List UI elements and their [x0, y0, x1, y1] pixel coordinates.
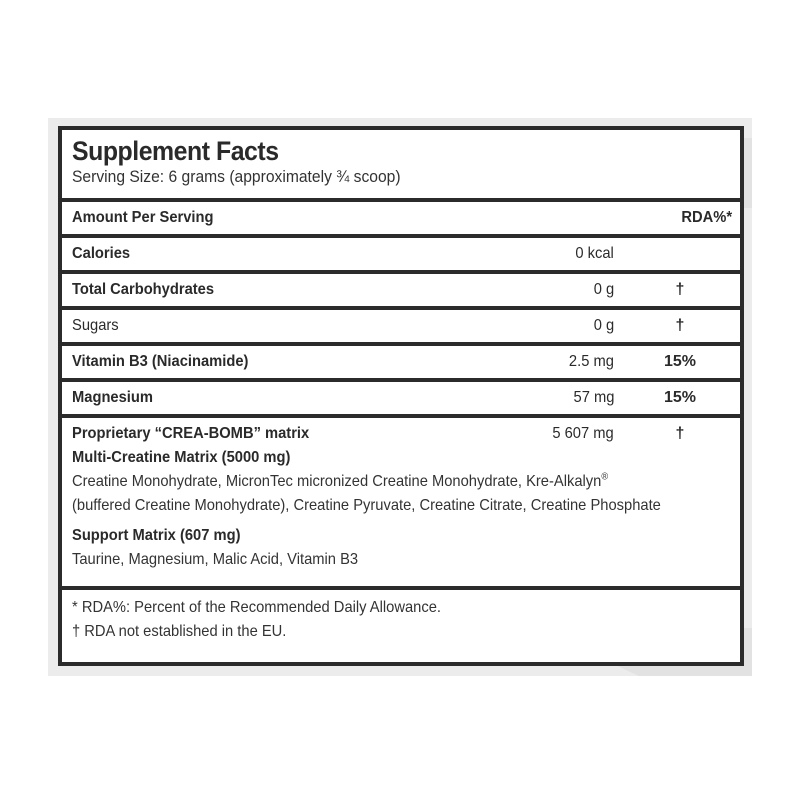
nutrient-row-vitamin-b3 [62, 346, 740, 378]
nutrient-row-sugars [62, 310, 740, 342]
proprietary-matrix-section [62, 418, 740, 586]
nutrient-row-calories [62, 238, 740, 270]
support-ingredients: Taurine, Magnesium, Malic Acid, Vitamin B3 [72, 551, 359, 568]
rda-column-header: RDA%* [681, 209, 732, 226]
matrix-summary-row [72, 422, 730, 446]
facts-header [62, 130, 740, 198]
nutrient-name: Total Carbohydrates [72, 281, 215, 298]
creatine-ingredients-line-1 [72, 470, 677, 494]
registered-mark: ® [601, 471, 609, 483]
dagger-footnote: † RDA not established in the EU. [72, 623, 287, 640]
nutrient-amount: 0 g [593, 317, 614, 334]
nutrient-name: Vitamin B3 (Niacinamide) [72, 353, 249, 370]
matrix-amount: 5 607 mg [552, 425, 614, 442]
support-matrix-title: Support Matrix (607 mg) [72, 527, 241, 544]
nutrient-rda: 15% [663, 389, 697, 406]
amount-header-row [62, 202, 740, 234]
matrix-rda: † [675, 425, 685, 442]
nutrient-rda: † [675, 317, 685, 334]
nutrient-rda: † [675, 281, 685, 298]
serving-size: Serving Size: 6 grams (approximately ¾ scoop) [72, 167, 401, 186]
nutrient-amount: 57 mg [573, 389, 614, 406]
nutrient-name: Sugars [72, 317, 119, 334]
matrix-name: Proprietary “CREA-BOMB” matrix [72, 425, 310, 442]
nutrient-amount: 2.5 mg [568, 353, 614, 370]
nutrient-name: Magnesium [72, 389, 153, 406]
nutrient-amount: 0 g [593, 281, 614, 298]
creatine-ingredients-text: Creatine Monohydrate, MicronTec micronized Creatine Monohydrate, Kre-Alkalyn [72, 473, 602, 490]
nutrient-row-total-carbohydrates [62, 274, 740, 306]
amount-per-serving-label: Amount Per Serving [72, 209, 214, 226]
nutrient-name: Calories [72, 245, 131, 262]
nutrient-amount: 0 kcal [575, 245, 614, 262]
rda-footnote: * RDA%: Percent of the Recommended Daily Allowance. [72, 599, 441, 616]
nutrient-row-magnesium [62, 382, 740, 414]
supplement-facts-panel [58, 126, 744, 666]
nutrient-rda: 15% [663, 353, 697, 370]
creatine-matrix-title: Multi-Creatine Matrix (5000 mg) [72, 449, 291, 466]
creatine-ingredients-line-2: (buffered Creatine Monohydrate), Creatine Pyruvate, Creatine Citrate, Creatine Phosphate [72, 497, 661, 514]
footnotes [62, 590, 740, 662]
facts-title: Supplement Facts [72, 136, 279, 166]
